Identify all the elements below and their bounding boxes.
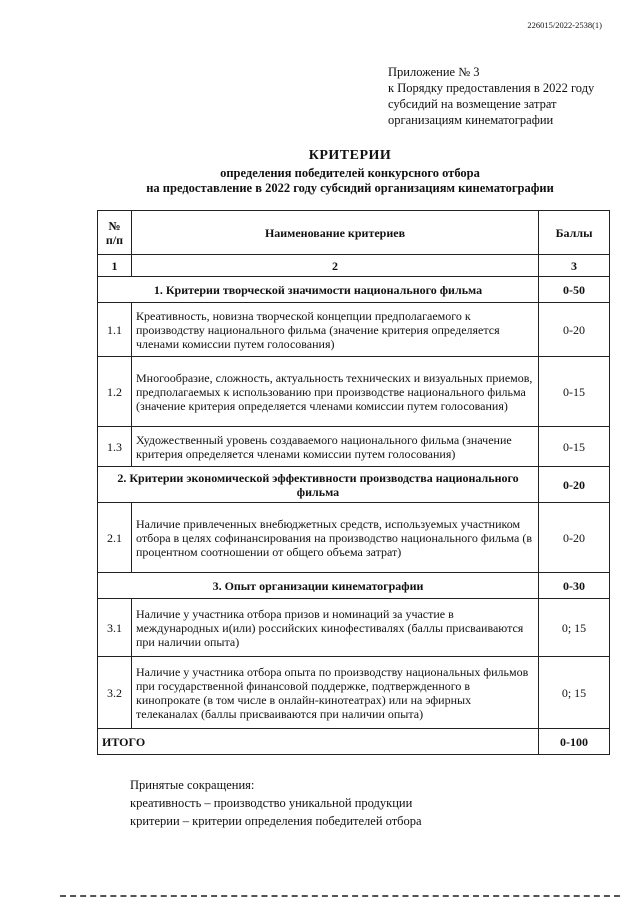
row-score: 0-20 <box>539 503 610 573</box>
row-score: 0-15 <box>539 357 610 427</box>
appendix-line: к Порядку предоставления в 2022 году <box>388 81 595 95</box>
section-title: 1. Критерии творческой значимости национального фильма <box>98 277 539 303</box>
row-text: Наличие у участника отбора опыта по производству национальных фильмов при государственной финансовой поддержке, подтвержденного в кинопрокате (в том числе в онлайн-кинотеатрах) или на эфирных телеканалах (баллы присваиваются при наличии опыта) <box>132 657 539 729</box>
title-subheading: определения победителей конкурсного отбора <box>220 166 480 180</box>
section-title: 2. Критерии экономической эффективности производства национального фильма <box>98 467 539 503</box>
row-score: 0; 15 <box>539 657 610 729</box>
section-row <box>98 467 610 503</box>
total-score: 0-100 <box>539 729 610 755</box>
row-num: 2.1 <box>98 503 132 573</box>
appendix-line: субсидий на возмещение затрат <box>388 97 557 111</box>
row-num: 3.1 <box>98 599 132 657</box>
row-num: 1.3 <box>98 427 132 467</box>
section-row <box>98 277 610 303</box>
appendix-line: организациям кинематографии <box>388 113 554 127</box>
row-score: 0-15 <box>539 427 610 467</box>
document-number: 226015/2022-2538(1) <box>527 20 602 30</box>
table-row <box>98 427 610 467</box>
section-score: 0-20 <box>539 467 610 503</box>
section-score: 0-50 <box>539 277 610 303</box>
index-cell: 1 <box>98 255 132 277</box>
row-score: 0; 15 <box>539 599 610 657</box>
scan-edge-divider <box>60 895 620 897</box>
table-row <box>98 503 610 573</box>
table-row <box>98 657 610 729</box>
total-row <box>98 729 610 755</box>
title-subheading: на предоставление в 2022 году субсидий организациям кинематографии <box>146 181 554 195</box>
table-row <box>98 599 610 657</box>
row-num: 1.1 <box>98 303 132 357</box>
index-cell: 3 <box>539 255 610 277</box>
row-text: Наличие у участника отбора призов и номинаций за участие в международных и(или) российских кинофестивалях (баллы присваиваются при наличии опыта) <box>132 599 539 657</box>
column-index-row <box>98 255 610 277</box>
document-title <box>0 148 640 196</box>
section-score: 0-30 <box>539 573 610 599</box>
header-score: Баллы <box>539 211 610 255</box>
criteria-table <box>97 210 610 755</box>
row-text: Художественный уровень создаваемого национального фильма (значение критерия определяется членами комиссии путем голосования) <box>132 427 539 467</box>
row-text: Многообразие, сложность, актуальность технических и визуальных приемов, предполагаемых к использованию при производстве национального фильма (значение критерия определяется членами комиссии путем голосования) <box>132 357 539 427</box>
header-num: № п/п <box>98 211 132 255</box>
row-score: 0-20 <box>539 303 610 357</box>
section-title: 3. Опыт организации кинематографии <box>98 573 539 599</box>
row-num: 3.2 <box>98 657 132 729</box>
title-heading: КРИТЕРИИ <box>308 148 392 163</box>
row-text: Наличие привлеченных внебюджетных средств, используемых участником отбора в целях софинансирования на производство национального фильма (в процентном соотношении от общего объема затрат) <box>132 503 539 573</box>
section-row <box>98 573 610 599</box>
abbreviations-heading: Принятые сокращения: <box>130 778 255 792</box>
row-text: Креативность, новизна творческой концепции предполагаемого к производству национального фильма (значение критерия определяется членами комиссии путем голосования) <box>132 303 539 357</box>
index-cell: 2 <box>132 255 539 277</box>
table-row <box>98 357 610 427</box>
table-header-row <box>98 211 610 255</box>
appendix-note <box>388 64 594 128</box>
total-label: ИТОГО <box>98 729 539 755</box>
appendix-line: Приложение № 3 <box>388 65 480 79</box>
table-row <box>98 303 610 357</box>
abbreviation-item: критерии – критерии определения победителей отбора <box>130 814 422 828</box>
row-num: 1.2 <box>98 357 132 427</box>
header-name: Наименование критериев <box>132 211 539 255</box>
abbreviations <box>130 776 422 830</box>
abbreviation-item: креативность – производство уникальной продукции <box>130 796 413 810</box>
